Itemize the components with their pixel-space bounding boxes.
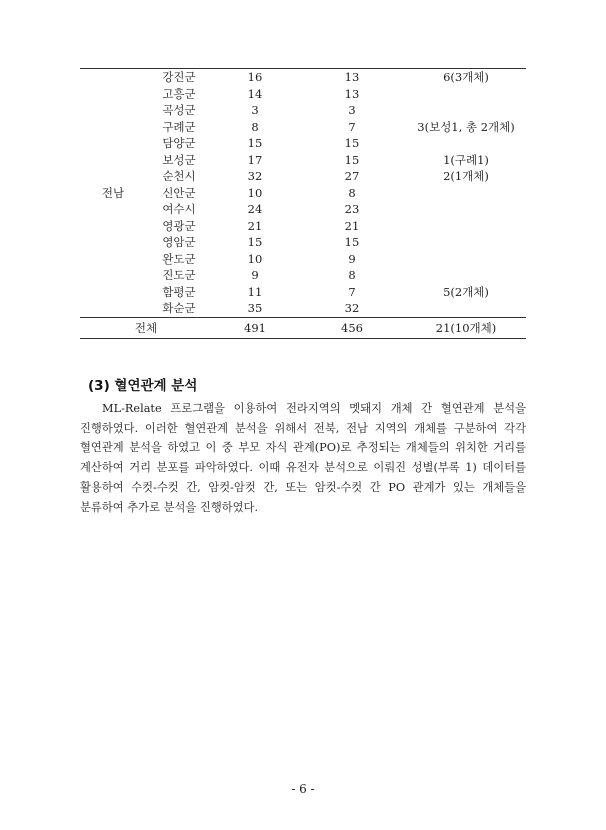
table-row — [80, 69, 526, 86]
table-row — [80, 185, 526, 202]
value2-cell: 15 — [344, 235, 360, 249]
note-cell — [406, 201, 526, 218]
table-row — [80, 119, 526, 136]
value1-cell: 24 — [247, 202, 263, 216]
section-heading: (3) 혈연관계 분석 — [88, 378, 198, 394]
value1-cell: 3 — [251, 103, 259, 117]
value2-cell: 21 — [344, 218, 360, 233]
value2-cell: 15 — [344, 136, 360, 150]
value2-cell: 7 — [348, 284, 356, 299]
note-cell — [406, 267, 526, 284]
table-row — [80, 218, 526, 235]
value2-cell: 15 — [344, 152, 360, 167]
note-cell: 5(2개체) — [443, 284, 489, 299]
table-row — [80, 135, 526, 152]
county-cell: 영암군 — [162, 235, 196, 249]
note-cell — [406, 218, 526, 235]
note-cell: 3(보성1, 총 2개체) — [417, 119, 515, 134]
county-cell: 보성군 — [162, 152, 196, 167]
value2-cell: 27 — [344, 169, 360, 183]
table-body — [80, 69, 526, 339]
note-cell — [406, 185, 526, 202]
note-cell: 6(3개체) — [406, 69, 526, 86]
page-number: - 6 - — [291, 782, 315, 796]
county-cell: 함평군 — [162, 284, 196, 299]
county-cell: 고흥군 — [162, 86, 196, 101]
value2-cell: 9 — [348, 251, 356, 266]
county-cell: 강진군 — [146, 69, 212, 86]
county-cell: 여수시 — [162, 202, 196, 216]
value1-cell: 14 — [247, 86, 263, 101]
county-cell: 구례군 — [162, 119, 196, 134]
value1-cell: 15 — [247, 235, 263, 249]
value1-cell: 10 — [247, 185, 263, 200]
table-row — [80, 86, 526, 103]
value1-cell: 16 — [212, 69, 298, 86]
table-row — [80, 102, 526, 119]
note-cell — [406, 300, 526, 317]
note-cell — [406, 251, 526, 268]
value1-cell: 8 — [251, 119, 259, 134]
note-cell: 1(구례1) — [443, 152, 489, 167]
total-value1: 491 — [212, 317, 298, 338]
table-row — [80, 152, 526, 169]
table-row — [80, 267, 526, 284]
county-cell: 영광군 — [162, 218, 196, 233]
total-value2: 456 — [298, 317, 406, 338]
county-table — [80, 68, 526, 339]
county-cell: 완도군 — [162, 251, 196, 266]
note-cell — [406, 102, 526, 119]
value1-cell: 10 — [247, 251, 263, 266]
value2-cell: 32 — [344, 301, 360, 315]
county-cell: 신안군 — [162, 185, 196, 200]
note-cell: 2(1개체) — [443, 169, 489, 183]
table-row — [80, 234, 526, 251]
total-row — [80, 317, 526, 338]
value1-cell: 11 — [247, 284, 263, 299]
table-row — [80, 201, 526, 218]
county-cell: 곡성군 — [162, 103, 196, 117]
note-cell — [406, 86, 526, 103]
value2-cell: 8 — [348, 185, 356, 200]
note-cell — [406, 234, 526, 251]
note-cell — [406, 135, 526, 152]
value1-cell: 17 — [247, 152, 263, 167]
value2-cell: 13 — [344, 86, 360, 101]
value2-cell: 3 — [348, 103, 356, 117]
table-row — [80, 300, 526, 317]
value1-cell: 32 — [247, 169, 263, 183]
region-cell: 전남 — [80, 69, 146, 318]
county-cell: 담양군 — [162, 136, 196, 150]
section-body: ML-Relate 프로그램을 이용하여 전라지역의 멧돼지 개체 간 혈연관계 분석을 진행하였다. 이러한 혈연관계 분석을 위해서 전북, 전남 지역의 개체를 구분하여 각각 혈연관계 분석을 하였고 이 중 부모 자식 관계(PO)로 추정되는 개체들의 위치한 거리를 계산하여 거리 분포를 파악하였다. 이때 유전자 분석으로 이뤄진 성별(부록 1) 데이터를 활용하여 수컷-수컷 간, 암컷-암컷 간, 또는 암컷-수컷 간 PO 관계가 있는 개체들을 분류하여 추가로 분석을 진행하였다. — [80, 402, 526, 514]
county-cell: 진도군 — [162, 268, 196, 282]
table-row — [80, 168, 526, 185]
value2-cell: 23 — [344, 202, 360, 216]
county-cell: 화순군 — [162, 301, 196, 315]
value2-cell: 13 — [298, 69, 406, 86]
table-row — [80, 251, 526, 268]
value1-cell: 15 — [247, 136, 263, 150]
county-cell: 순천시 — [162, 169, 196, 183]
value1-cell: 21 — [247, 218, 263, 233]
table-row — [80, 284, 526, 301]
total-note: 21(10개체) — [406, 317, 526, 338]
value2-cell: 8 — [348, 268, 356, 282]
total-label: 전체 — [80, 317, 212, 338]
value1-cell: 35 — [247, 301, 263, 315]
value2-cell: 7 — [348, 119, 356, 134]
value1-cell: 9 — [251, 268, 259, 282]
